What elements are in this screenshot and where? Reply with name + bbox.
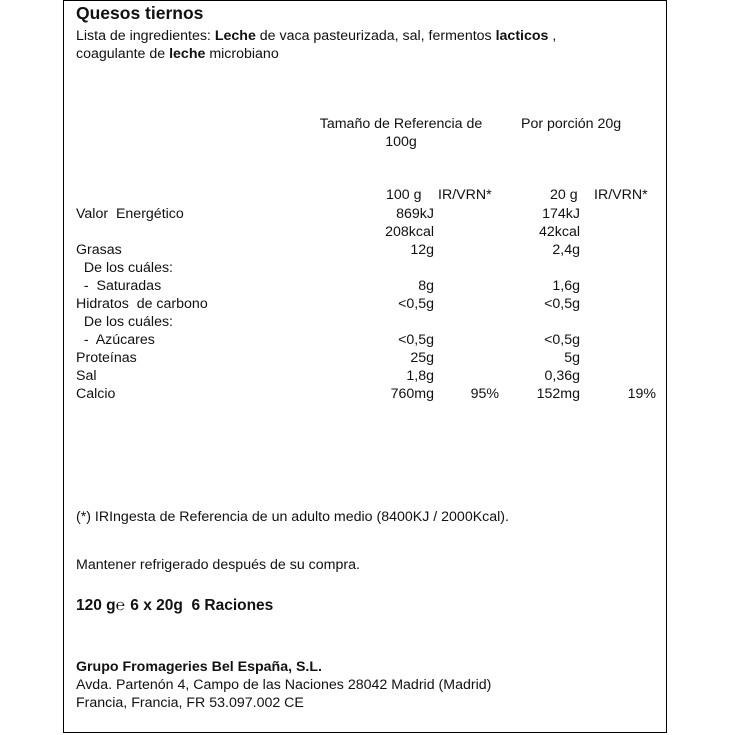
quantity-line (76, 596, 273, 616)
value-100g: 12g (410, 242, 434, 258)
footnote: (*) IRIngesta de Referencia de un adulto medio (8400KJ / 2000Kcal). (76, 509, 509, 525)
nutrient-label: Calcio (76, 386, 116, 402)
value-100g: 760mg (390, 386, 434, 402)
estimated-sign-icon: ℮ (115, 597, 125, 614)
ingredient-comma: , (548, 28, 557, 44)
nutrient-label: - Saturadas (76, 278, 162, 294)
value-20g: 2,4g (552, 242, 580, 258)
ingredient-milk: Leche (214, 28, 256, 44)
servings: 6 Raciones (191, 597, 274, 614)
subheader-20g: 20 g (550, 187, 578, 203)
value-100g: 8g (418, 278, 434, 294)
nutrient-label: Grasas (76, 242, 122, 258)
irvrn-20g: 19% (627, 386, 656, 402)
storage-instructions: Mantener refrigerado después de su compra. (76, 557, 360, 573)
value-100g: <0,5g (398, 332, 434, 348)
value-100g: 25g (410, 350, 434, 366)
ingredients-line-2 (76, 45, 279, 63)
company-address: Avda. Partenón 4, Campo de las Naciones 28042 Madrid (Madrid) (76, 677, 492, 693)
value-100g: 869kJ (396, 206, 434, 222)
nutrient-label: Hidratos de carbono (76, 296, 208, 312)
value-100g: 208kcal (385, 224, 434, 240)
company-name: Grupo Fromageries Bel España, S.L. (76, 659, 322, 675)
portions: 6 x 20g (130, 597, 183, 614)
ingredients-line-1 (76, 27, 556, 45)
nutrient-label: Sal (76, 368, 97, 384)
product-title: Quesos tiernos (76, 3, 204, 23)
value-100g: <0,5g (398, 296, 434, 312)
value-100g: 1,8g (406, 368, 434, 384)
value-20g: 5g (564, 350, 580, 366)
ingredient-lactic: lacticos (495, 28, 549, 44)
subheader-100g: 100 g (386, 187, 422, 203)
company-country: Francia, Francia, FR 53.097.002 CE (76, 695, 304, 711)
nutrient-label: De los cuáles: (76, 260, 173, 276)
nutrient-label: Valor Energético (76, 206, 184, 222)
ingredients-label: Lista de ingredientes: (76, 28, 211, 44)
header-portion: Por porción 20g (521, 116, 622, 132)
subheader-irvrn-20g: IR/VRN* (594, 187, 648, 203)
ingredients-line2-suffix: microbiano (205, 46, 279, 62)
nutrient-label: Proteínas (76, 350, 137, 366)
value-20g: <0,5g (544, 332, 580, 348)
subheader-irvrn-100g: IR/VRN* (438, 187, 492, 203)
ingredient-milk-2: leche (169, 46, 206, 62)
value-20g: 1,6g (552, 278, 580, 294)
net-weight: 120 g (76, 597, 116, 614)
ingredients-line2-prefix: coagulante de (76, 46, 170, 62)
ingredient-text: de vaca pasteurizada, sal, fermentos (255, 28, 496, 44)
irvrn-100g: 95% (470, 386, 499, 402)
value-20g: 174kJ (542, 206, 580, 222)
nutrient-label: - Azúcares (76, 332, 155, 348)
value-20g: 0,36g (544, 368, 580, 384)
value-20g: <0,5g (544, 296, 580, 312)
nutrient-label: De los cuáles: (76, 314, 173, 330)
value-20g: 152mg (536, 386, 580, 402)
header-reference: Tamaño de Referencia de 100g (319, 116, 483, 150)
value-20g: 42kcal (538, 224, 580, 240)
